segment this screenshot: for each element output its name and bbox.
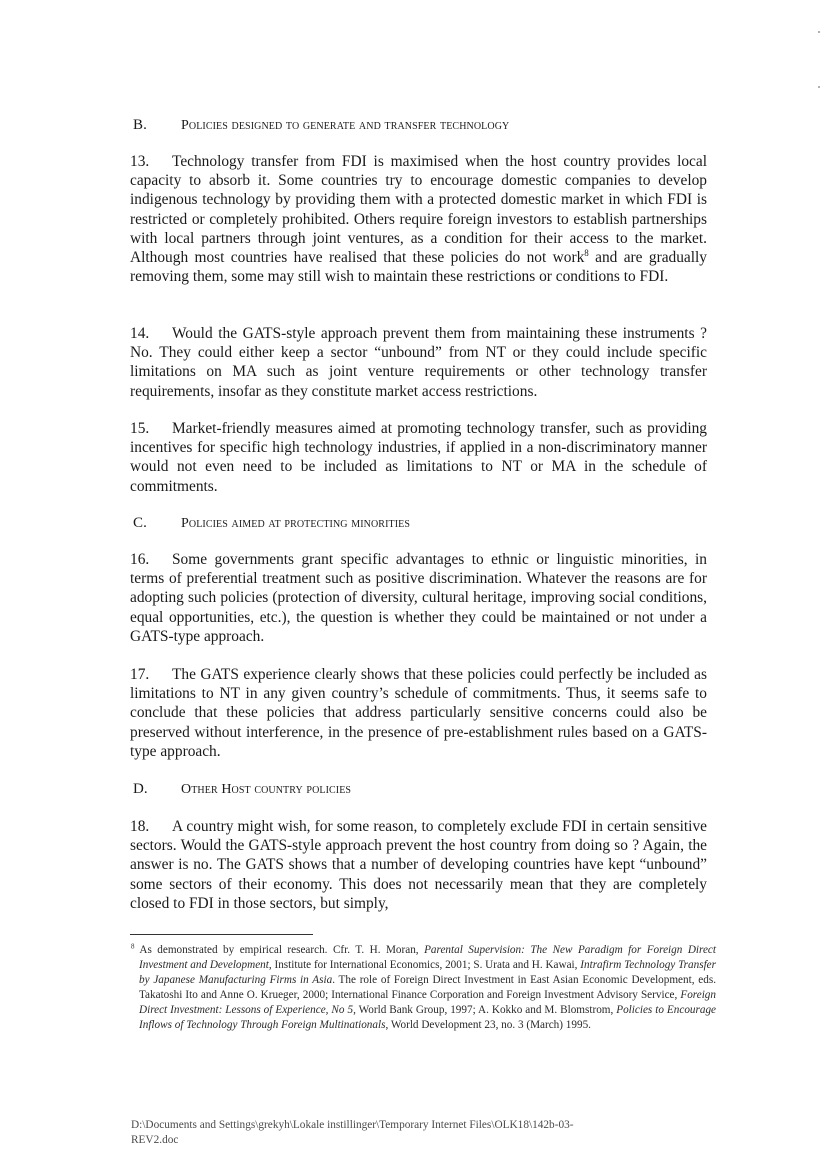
footnote-text: . The role of Foreign Direct Investment in East Asian Economic Development, eds. Takatoshi Ito and Anne O. Krueger, 2000; International Finance Corporation and Foreign Investment Advisory Service, bbox=[139, 974, 716, 1002]
section-letter: D. bbox=[133, 781, 148, 797]
footnote-title-italic: Parental Supervision: The New Paradigm for Foreign Direct Investment and Development bbox=[139, 944, 716, 972]
paragraph-number: 18. bbox=[130, 818, 150, 835]
footnote-text: , World Development 23, no. 3 (March) 1995. bbox=[385, 1019, 591, 1032]
footnote-title-italic: Intrafirm Technology Transfer by Japanese Manufacturing Firms in Asia bbox=[139, 959, 716, 987]
section-title: Policies designed to generate and transfer technology bbox=[181, 118, 510, 133]
section-heading-d bbox=[133, 781, 351, 798]
paragraph-number: 15. bbox=[130, 420, 150, 437]
footnote-mark: 8 bbox=[131, 942, 135, 951]
footnote-title-italic: Policies to Encourage Inflows of Technology Through Foreign Multinationals bbox=[139, 1004, 717, 1032]
footnote-text: , World Bank Group, 1997; A. Kokko and M. Blomstrom, bbox=[353, 1004, 617, 1017]
section-title: Policies aimed at protecting minorities bbox=[181, 516, 411, 531]
paragraph-15 bbox=[130, 419, 707, 496]
section-heading-b bbox=[133, 117, 509, 134]
paragraph-text: The GATS experience clearly shows that these policies could perfectly be included as limitations to NT in any given country’s schedule of commitments. Thus, it seems safe to conclude that these policies that address particularly sensitive concerns could also be preserved without interference, in the presence of pre-establishment rules based on a GATS-type approach. bbox=[130, 666, 707, 760]
paragraph-text: Technology transfer from FDI is maximised when the host country provides local capacity to absorb it. Some countries try to encourage domestic companies to develop indigenous technology by providing them with a protected domestic market in which FDI is restricted or completely prohibited. Others require foreign investors to establish partnerships with local partners through joint ventures, as a condition for their access to the market. Although most countries have realised that these policies do not work bbox=[130, 153, 707, 267]
scan-speck bbox=[818, 31, 820, 33]
section-heading-c bbox=[133, 515, 410, 532]
paragraph-text: Market-friendly measures aimed at promoting technology transfer, such as providing incentives for specific high technology industries, if applied in a non-discriminatory manner would not even need to be included as limitations to NT or MA in the schedule of commitments. bbox=[130, 420, 707, 495]
file-path-line: REV2.doc bbox=[131, 1134, 179, 1146]
paragraph-17 bbox=[130, 665, 707, 761]
footnote-title-italic: Foreign Direct Investment: Lessons of Experience, No 5 bbox=[139, 989, 716, 1017]
scan-speck bbox=[818, 86, 820, 88]
paragraph-text: A country might wish, for some reason, to completely exclude FDI in certain sensitive sectors. Would the GATS-style approach prevent the host country from doing so ? Again, the answer is no. The GATS shows that a number of developing countries have kept “unbound” some sectors of their economy. This does not necessarily mean that they are completely closed to FDI in those sectors, but simply, bbox=[130, 818, 707, 912]
footnote-8 bbox=[131, 943, 716, 1034]
paragraph-text-continued: and are gradually removing them, some may still wish to maintain these restrictions or conditions to FDI. bbox=[130, 249, 707, 286]
paragraph-number: 14. bbox=[130, 325, 150, 342]
footnote-reference[interactable]: 8 bbox=[584, 247, 589, 258]
paragraph-18 bbox=[130, 817, 707, 913]
paragraph-13 bbox=[130, 152, 707, 286]
paragraph-text: Would the GATS-style approach prevent them from maintaining these instruments ? No. They could either keep a sector “unbound” from NT or they could include specific limitations on MA such as joint venture requirements or other technology transfer requirements, insofar as they constitute market access restrictions. bbox=[130, 325, 707, 400]
paragraph-number: 17. bbox=[130, 666, 150, 683]
footnote-text: As demonstrated by empirical research. Cfr. T. H. Moran, bbox=[139, 944, 425, 956]
paragraph-number: 13. bbox=[130, 153, 150, 170]
section-letter: C. bbox=[133, 515, 147, 531]
paragraph-16 bbox=[130, 550, 707, 646]
file-path-footer bbox=[131, 1118, 721, 1148]
paragraph-text: Some governments grant specific advantages to ethnic or linguistic minorities, in terms of preferential treatment such as positive discrimination. Whatever the reasons are for adopting such policies (protection of diversity, cultural heritage, improving social conditions, equal opportunities, etc.), the question is whether they could be maintained or not under a GATS-type approach. bbox=[130, 551, 707, 645]
section-title: Other Host country policies bbox=[181, 782, 352, 797]
footnote-separator bbox=[130, 934, 313, 935]
section-letter: B. bbox=[133, 117, 147, 133]
file-path-line: D:\Documents and Settings\grekyh\Lokale instillinger\Temporary Internet Files\OLK18\142b-03- bbox=[131, 1119, 574, 1131]
paragraph-14 bbox=[130, 324, 707, 401]
footnote-text: , Institute for International Economics, 2001; S. Urata and H. Kawai, bbox=[268, 959, 581, 972]
paragraph-number: 16. bbox=[130, 551, 150, 568]
